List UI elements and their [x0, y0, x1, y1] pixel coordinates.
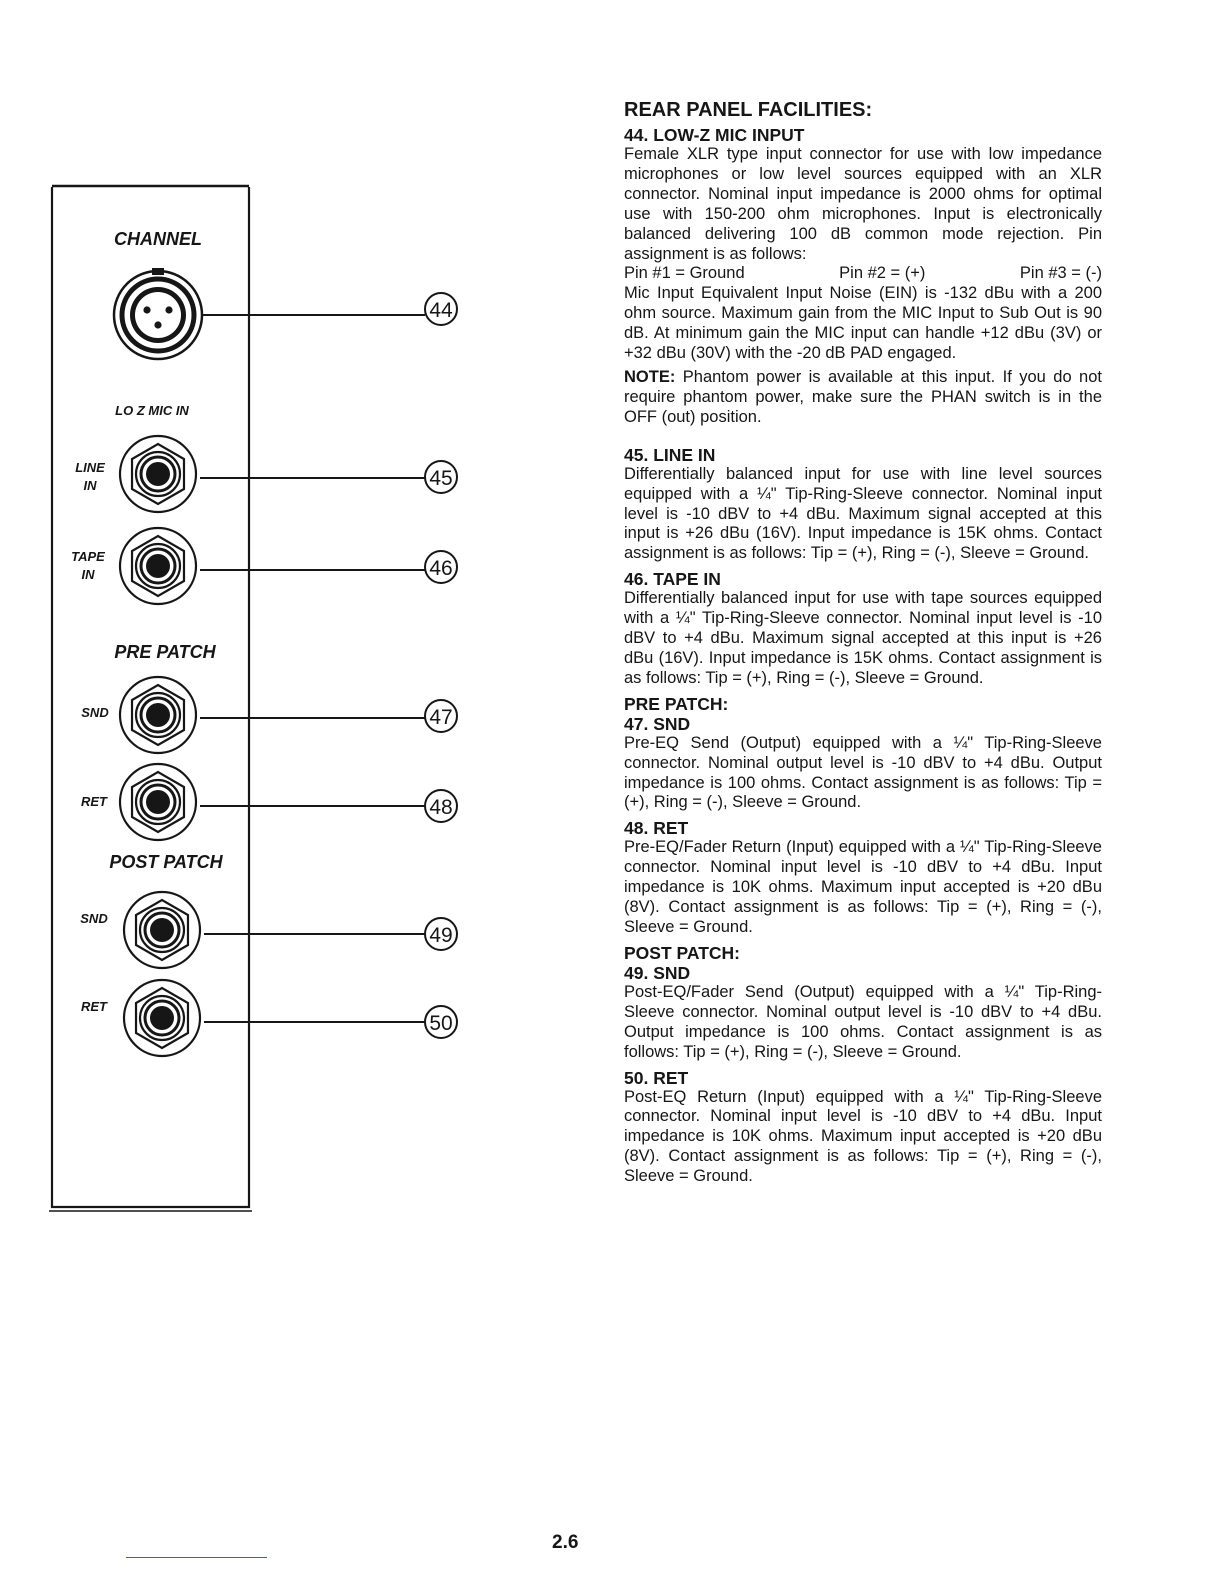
- section-body: Differentially balanced input for use with line level sources equipped with a ¼" Tip-Ring-Sleeve connector. Nominal input level is -10 dBV to +4 dBu. Maximum signal accepted at this input is +26 dBu (16V). Input impedance is 15K ohms. Contact assignment is as follows: Tip = (+), Ring = (-), Sleeve = Ground.: [624, 464, 1102, 563]
- pin-1: Pin #1 = Ground: [624, 264, 745, 283]
- group-title: POST PATCH:: [624, 942, 741, 963]
- section-title: 50. RET: [624, 1067, 689, 1088]
- section-heading: REAR PANEL FACILITIES:: [624, 99, 873, 121]
- section-title: 46. TAPE IN: [624, 569, 721, 590]
- section-body: Female XLR type input connector for use with low impedance microphones or low level sources equipped with an XLR connector. Nominal input impedance is 2000 ohms for optimal use with 150-200 ohm microphones. Input is electronically balanced delivering 100 dB common mode rejection. Pin assignment is as follows:: [624, 145, 1102, 263]
- callout-number-48: 48: [429, 796, 453, 819]
- callout-number-45: 45: [429, 467, 453, 490]
- section-48: [624, 818, 1102, 938]
- footer-rule: [126, 1557, 267, 1558]
- callout-number-49: 49: [429, 924, 453, 947]
- pin-2: Pin #2 = (+): [839, 264, 926, 283]
- section-body: Post-EQ/Fader Send (Output) equipped with a ¼" Tip-Ring-Sleeve connector. Nominal output level is -10 dBV to +4 dBu. Output impedance is 100 ohms. Contact assignment is as follows: Tip = (+), Ring = (-), Sleeve = Ground.: [624, 982, 1102, 1061]
- post-patch-send-jack-icon: [124, 892, 200, 968]
- pin-3: Pin #3 = (-): [1019, 264, 1102, 283]
- post-patch-return-jack-icon: [124, 980, 200, 1056]
- post-patch-label: POST PATCH: [109, 852, 223, 872]
- section-44: [624, 125, 1102, 428]
- group-title: PRE PATCH:: [624, 693, 729, 714]
- pre-patch-send-label: SND: [81, 705, 109, 720]
- section-title: 44. LOW-Z MIC INPUT: [624, 125, 805, 145]
- section-body: Pre-EQ Send (Output) equipped with a ¼" Tip-Ring-Sleeve connector. Nominal output level is -10 dBV to +4 dBu. Output impedance is 100 ohms. Contact assignment is as follows: Tip = (+), Ring = (-), Sleeve = Ground.: [624, 733, 1102, 812]
- section-body: Pre-EQ/Fader Return (Input) equipped with a ¼" Tip-Ring-Sleeve connector. Nominal input level is -10 dBV to +4 dBu. Input impedance is 10K ohms. Maximum input accepted is +20 dBu (8V). Contact assignment is as follows: Tip = (+), Ring = (-), Sleeve = Ground.: [624, 838, 1102, 936]
- mic-in-label: LO Z MIC IN: [115, 403, 189, 418]
- section-body-continued: Mic Input Equivalent Input Noise (EIN) is -132 dBu with a 200 ohm source. Maximum gain from the MIC Input to Sub Out is 90 dB. At minimum gain the MIC input can handle +12 dBu (3V) or +32 dBu (30V) with the -20 dB PAD engaged.: [624, 284, 1102, 363]
- line-in-label-line1: LINE: [75, 460, 105, 475]
- line-in-jack-icon: [120, 436, 196, 512]
- section-title: 47. SND: [624, 713, 691, 734]
- section-body: Differentially balanced input for use with tape sources equipped with a ¼" Tip-Ring-Sleeve connector. Nominal input level is -10 dBV to +4 dBu. Maximum signal accepted at this input is +26 dBu (16V). Input impedance is 15K ohms. Contact assignment is as follows: Tip = (+), Ring = (-), Sleeve = Ground.: [624, 589, 1102, 687]
- note-label: NOTE:: [624, 367, 676, 386]
- pre-patch-label: PRE PATCH: [114, 642, 216, 662]
- page-number: 2.6: [552, 1532, 579, 1553]
- callout-number-47: 47: [429, 706, 453, 729]
- tape-in-label-line2: IN: [81, 567, 95, 582]
- tape-in-jack-icon: [120, 528, 196, 604]
- section-49: [624, 943, 1102, 1063]
- line-in-label-line2: IN: [83, 478, 97, 493]
- pre-patch-return-jack-icon: [120, 764, 196, 840]
- xlr-connector-icon: [114, 268, 202, 359]
- section-45: [624, 445, 1102, 565]
- pre-patch-send-jack-icon: [120, 677, 196, 753]
- section-46: [624, 569, 1102, 689]
- section-title: 48. RET: [624, 818, 689, 839]
- tape-in-label-line1: TAPE: [71, 549, 105, 564]
- section-title: 49. SND: [624, 962, 691, 983]
- section-body: Post-EQ Return (Input) equipped with a ¼" Tip-Ring-Sleeve connector. Nominal input level is -10 dBV to +4 dBu. Input impedance is 10K ohms. Maximum input accepted is +20 dBu (8V). Contact assignment is as follows: Tip = (+), Ring = (-), Sleeve = Ground.: [624, 1087, 1102, 1186]
- post-patch-send-label: SND: [80, 911, 108, 926]
- pre-patch-return-label: RET: [81, 794, 107, 809]
- pin-assignment: [624, 264, 1102, 284]
- note-paragraph: [624, 368, 1102, 428]
- rear-panel-diagram: [0, 0, 480, 1240]
- section-title: 45. LINE IN: [624, 444, 716, 465]
- description-column: [624, 98, 1102, 1192]
- callout-number-44: 44: [429, 299, 453, 322]
- section-47: [624, 694, 1102, 814]
- callout-number-50: 50: [429, 1012, 453, 1035]
- note-text: Phantom power is available at this input. If you do not require phantom power, make sure the PHAN switch is in the OFF (out) position.: [624, 367, 1102, 426]
- post-patch-return-label: RET: [81, 999, 107, 1014]
- section-50: [624, 1068, 1102, 1188]
- callout-number-46: 46: [429, 557, 453, 580]
- channel-label: CHANNEL: [114, 229, 202, 249]
